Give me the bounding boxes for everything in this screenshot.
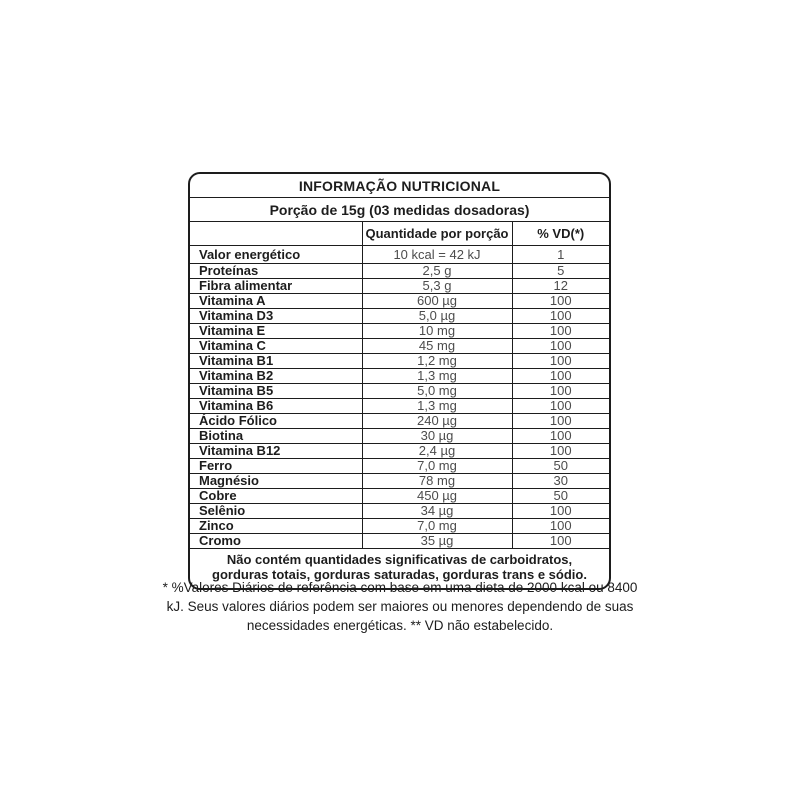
nutrient-quantity: 45 mg — [362, 339, 512, 354]
nutrient-vd: 12 — [512, 279, 609, 294]
table-row — [190, 339, 609, 354]
nutrient-quantity: 5,0 mg — [362, 384, 512, 399]
nutrient-vd: 100 — [512, 504, 609, 519]
table-row — [190, 519, 609, 534]
nutrient-vd: 100 — [512, 384, 609, 399]
nutrient-vd: 100 — [512, 324, 609, 339]
nutrient-vd: 30 — [512, 474, 609, 489]
nutrient-quantity: 450 µg — [362, 489, 512, 504]
nutrient-vd: 50 — [512, 459, 609, 474]
portion-size: Porção de 15g (03 medidas dosadoras) — [190, 198, 609, 222]
nutrient-quantity: 78 mg — [362, 474, 512, 489]
nutrient-name: Fibra alimentar — [190, 279, 362, 294]
table-header — [190, 222, 609, 246]
nutrient-name: Vitamina B5 — [190, 384, 362, 399]
nutrient-vd: 100 — [512, 294, 609, 309]
nutrient-quantity: 35 µg — [362, 534, 512, 549]
nutrient-name: Selênio — [190, 504, 362, 519]
nutrient-quantity: 10 kcal = 42 kJ — [362, 246, 512, 264]
nutrient-vd: 100 — [512, 519, 609, 534]
nutrient-name: Vitamina E — [190, 324, 362, 339]
nutrient-quantity: 2,4 µg — [362, 444, 512, 459]
table-row — [190, 384, 609, 399]
column-header-quantity: Quantidade por porção — [362, 222, 512, 246]
table-row — [190, 534, 609, 549]
nutrient-name: Vitamina D3 — [190, 309, 362, 324]
table-row — [190, 489, 609, 504]
nutrient-vd: 50 — [512, 489, 609, 504]
nutrient-vd: 100 — [512, 354, 609, 369]
nutrient-quantity: 1,3 mg — [362, 369, 512, 384]
table-row — [190, 504, 609, 519]
nutrient-vd: 100 — [512, 534, 609, 549]
nutrient-quantity: 30 µg — [362, 429, 512, 444]
table-row — [190, 399, 609, 414]
nutrient-name: Vitamina B2 — [190, 369, 362, 384]
nutrient-name: Biotina — [190, 429, 362, 444]
nutrient-name: Proteínas — [190, 264, 362, 279]
daily-values-footnote: * %Valores Diários de referência com base em uma dieta de 2000 kcal ou 8400 kJ. Seus valores diários podem ser maiores ou menores dependendo de suas necessidades energéticas. ** VD não estabelecido. — [162, 580, 638, 633]
nutrient-name: Magnésio — [190, 474, 362, 489]
nutrient-quantity: 10 mg — [362, 324, 512, 339]
nutrition-label — [188, 172, 611, 590]
nutrient-quantity: 34 µg — [362, 504, 512, 519]
table-row — [190, 444, 609, 459]
nutrient-name: Cobre — [190, 489, 362, 504]
table-row — [190, 309, 609, 324]
nutrient-quantity: 240 µg — [362, 414, 512, 429]
table-row — [190, 429, 609, 444]
nutrient-name: Cromo — [190, 534, 362, 549]
nutrient-name: Ácido Fólico — [190, 414, 362, 429]
table-row — [190, 414, 609, 429]
nutrient-quantity: 1,2 mg — [362, 354, 512, 369]
table-row — [190, 294, 609, 309]
nutrient-vd: 100 — [512, 429, 609, 444]
table-row — [190, 279, 609, 294]
table-row — [190, 354, 609, 369]
nutrient-quantity: 7,0 mg — [362, 459, 512, 474]
nutrient-name: Vitamina B6 — [190, 399, 362, 414]
nutrient-name: Vitamina B1 — [190, 354, 362, 369]
nutrient-name: Vitamina B12 — [190, 444, 362, 459]
nutrient-quantity: 5,3 g — [362, 279, 512, 294]
column-header-vd: % VD(*) — [512, 222, 609, 246]
nutrient-vd: 100 — [512, 309, 609, 324]
nutrient-name: Ferro — [190, 459, 362, 474]
nutrient-quantity: 7,0 mg — [362, 519, 512, 534]
table-row — [190, 324, 609, 339]
table-row — [190, 246, 609, 264]
header-row — [190, 222, 609, 246]
nutrient-vd: 100 — [512, 369, 609, 384]
label-title: INFORMAÇÃO NUTRICIONAL — [190, 174, 609, 198]
nutrient-quantity: 600 µg — [362, 294, 512, 309]
nutrition-table — [190, 222, 609, 549]
nutrient-name: Zinco — [190, 519, 362, 534]
no-significant-amounts-note: Não contém quantidades significativas de carboidratos, gorduras totais, gorduras saturadas, gorduras trans e sódio. — [212, 552, 587, 582]
nutrient-vd: 100 — [512, 414, 609, 429]
nutrient-vd: 5 — [512, 264, 609, 279]
nutrient-vd: 100 — [512, 339, 609, 354]
table-row — [190, 459, 609, 474]
nutrient-name: Valor energético — [190, 246, 362, 264]
nutrient-quantity: 5,0 µg — [362, 309, 512, 324]
header-nutrient-empty — [190, 222, 362, 246]
nutrient-vd: 100 — [512, 444, 609, 459]
table-row — [190, 264, 609, 279]
nutrient-name: Vitamina A — [190, 294, 362, 309]
table-row — [190, 474, 609, 489]
nutrient-vd: 1 — [512, 246, 609, 264]
nutrient-vd: 100 — [512, 399, 609, 414]
nutrient-quantity: 1,3 mg — [362, 399, 512, 414]
table-row — [190, 369, 609, 384]
nutrition-rows — [190, 246, 609, 549]
nutrient-quantity: 2,5 g — [362, 264, 512, 279]
nutrient-name: Vitamina C — [190, 339, 362, 354]
